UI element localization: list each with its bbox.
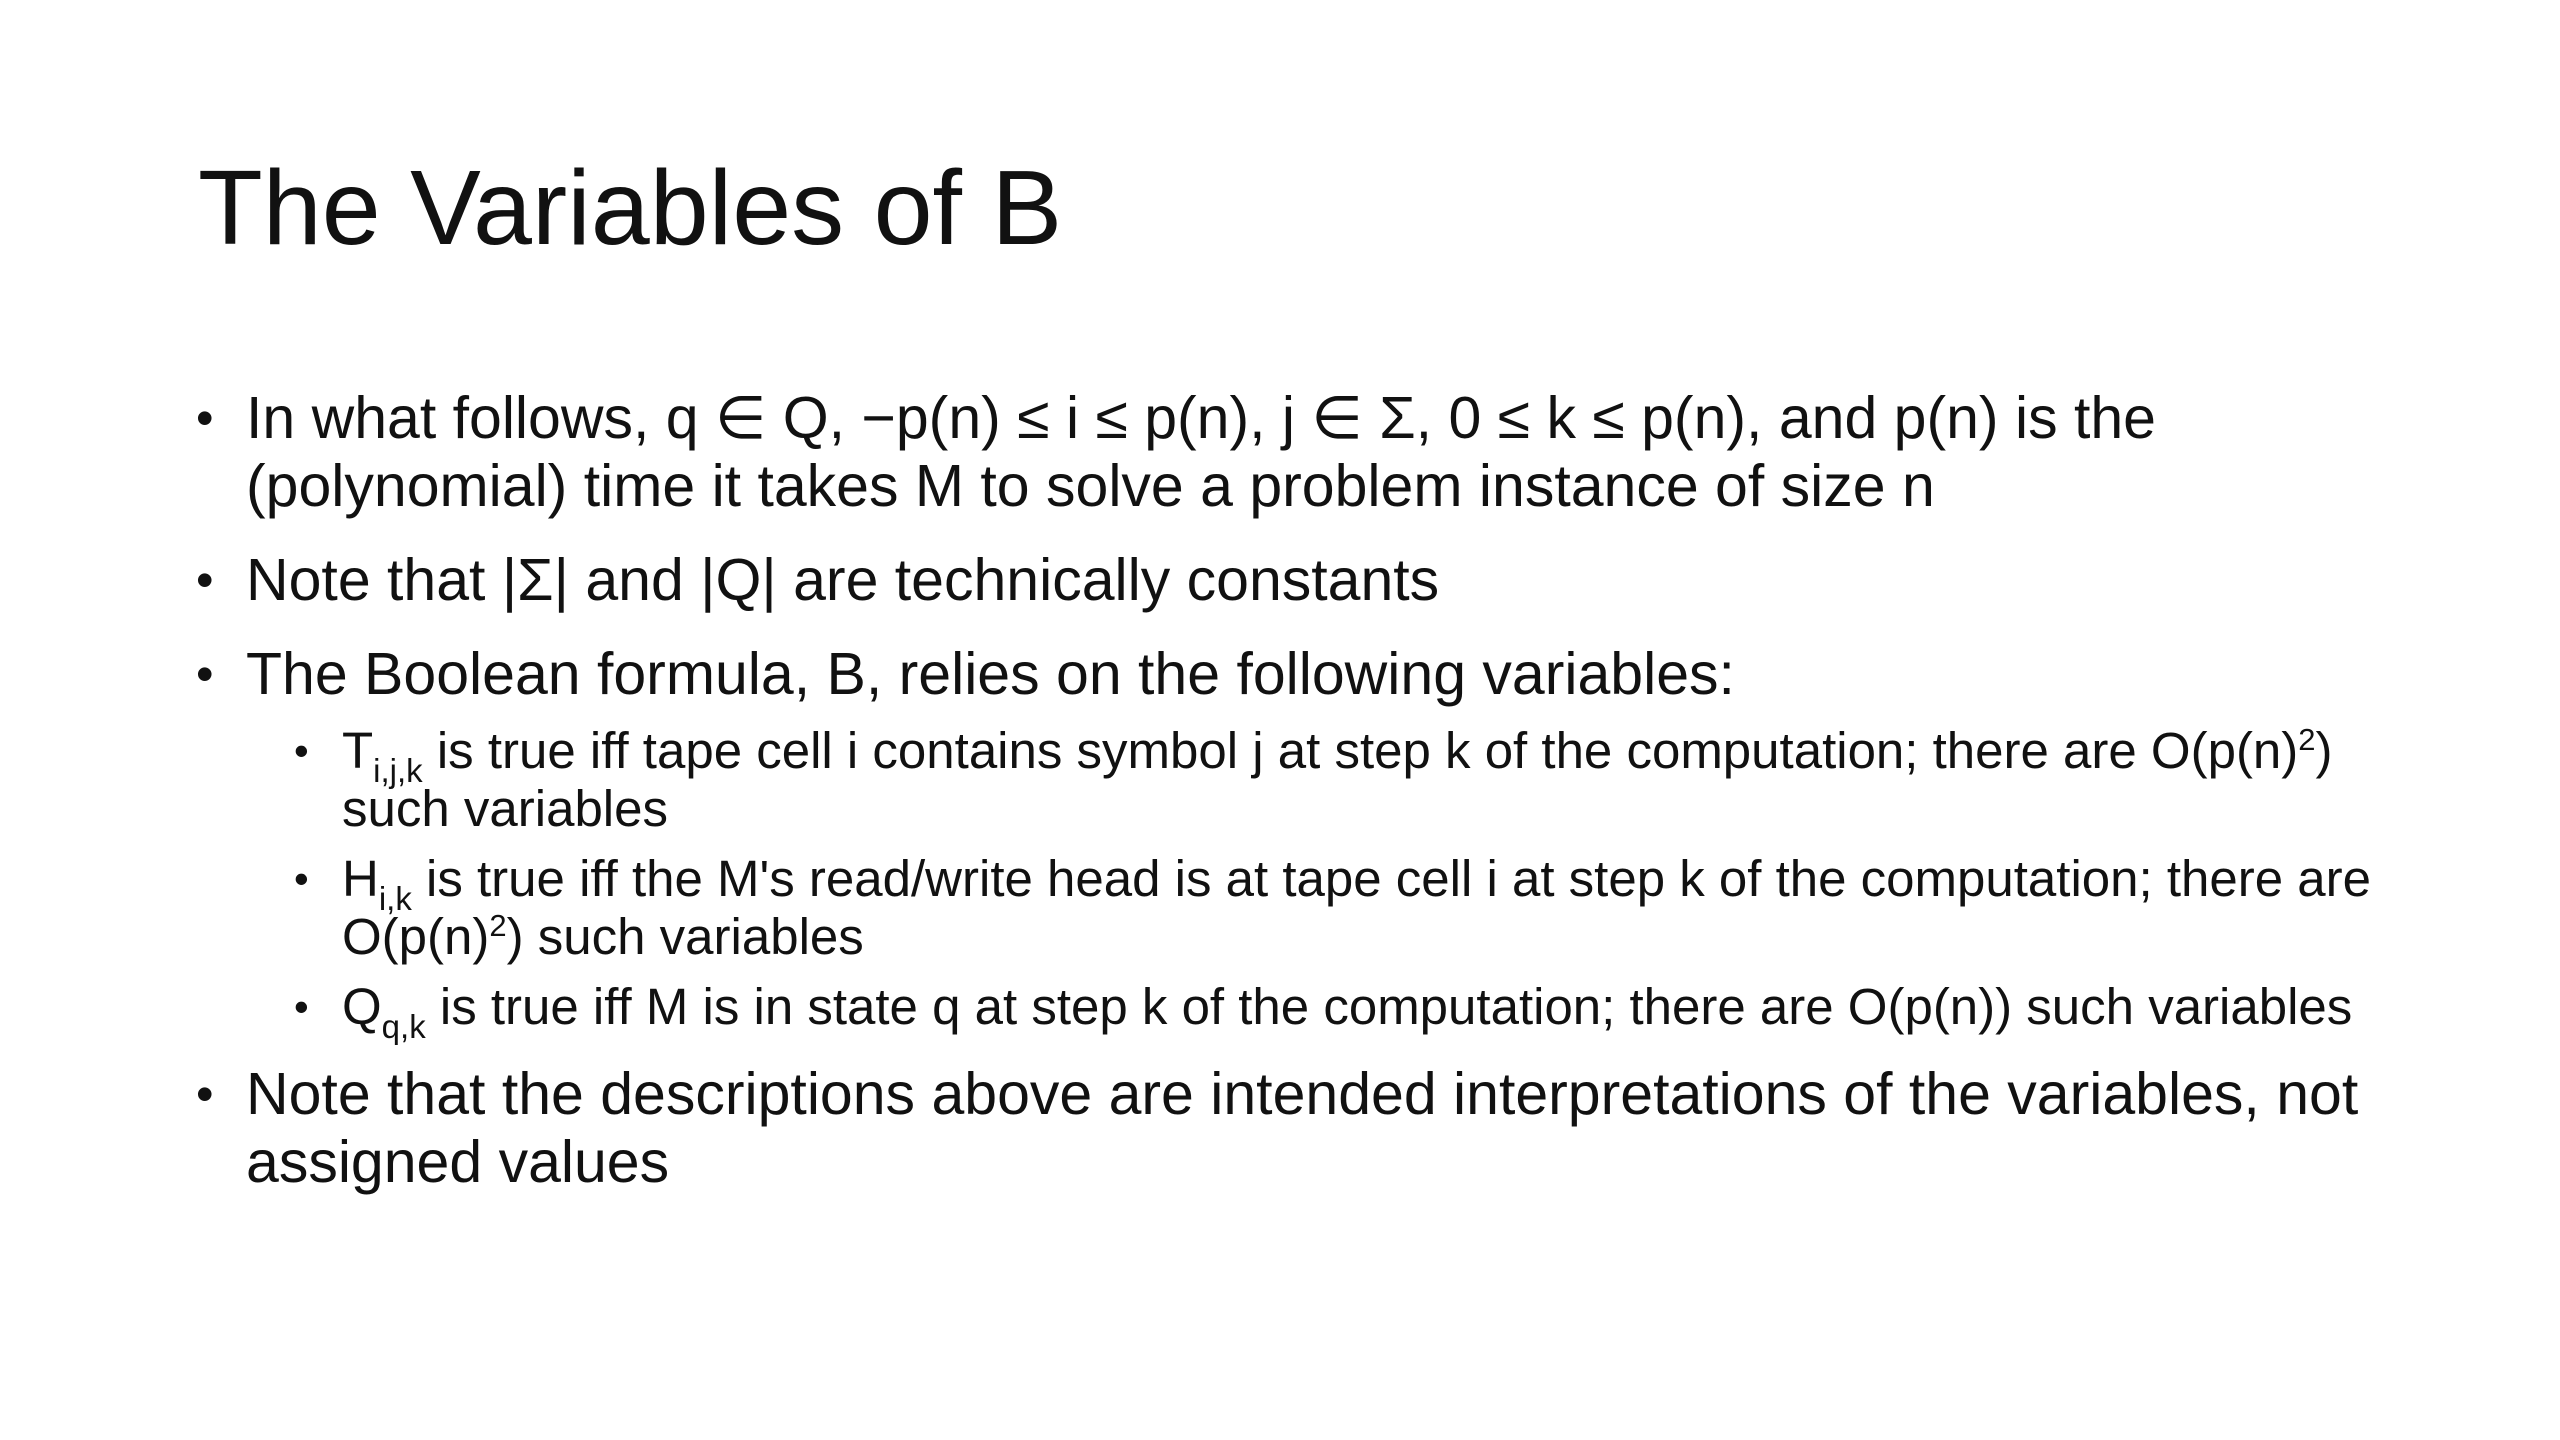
variable-symbol: T xyxy=(342,722,374,779)
sub-bullet-text: ) such variables xyxy=(342,722,2333,837)
bullet-item xyxy=(196,384,2406,520)
variable-symbol: Q xyxy=(342,978,382,1035)
slide-title: The Variables of B xyxy=(198,149,1063,267)
sub-bullet-text: is true iff tape cell i contains symbol j at step k of the computation; there are O(p(n) xyxy=(422,722,2299,779)
bullet-text: Note that the descriptions above are intended interpretations of the variables, not assigned values xyxy=(246,1061,2359,1195)
bullet-marker: • xyxy=(196,1066,214,1122)
sub-bullet-item xyxy=(294,722,2406,838)
variable-subscript: q,k xyxy=(381,1008,426,1045)
bullet-item xyxy=(196,640,2406,708)
slide-content xyxy=(196,384,2406,1222)
variable-symbol: H xyxy=(342,850,379,907)
sub-bullet-list xyxy=(294,722,2406,1045)
sub-bullet-text: ) such variables xyxy=(506,908,864,965)
variable-subscript: i,k xyxy=(378,880,412,917)
bullet-marker: • xyxy=(294,855,309,902)
superscript: 2 xyxy=(2298,722,2316,757)
bullet-marker: • xyxy=(294,727,309,774)
bullet-text: The Boolean formula, B, relies on the following variables: xyxy=(246,641,1735,707)
sub-bullet-item xyxy=(294,978,2406,1045)
bullet-marker: • xyxy=(196,390,214,446)
bullet-text: In what follows, q ∈ Q, −p(n) ≤ i ≤ p(n), j ∈ Σ, 0 ≤ k ≤ p(n), and p(n) is the (polynomial) time it takes M to solve a problem instance of size n xyxy=(246,385,2156,519)
bullet-text: Note that |Σ| and |Q| are technically constants xyxy=(246,547,1440,613)
variable-subscript: i,j,k xyxy=(373,752,423,789)
bullet-marker: • xyxy=(196,646,214,702)
sub-bullet-item xyxy=(294,850,2406,966)
superscript: 2 xyxy=(489,908,507,943)
bullet-item xyxy=(196,546,2406,614)
bullet-marker: • xyxy=(196,552,214,608)
bullet-marker: • xyxy=(294,983,309,1030)
sub-bullet-text: is true iff the M's read/write head is at tape cell i at step k of the computation; there are O(p(n) xyxy=(342,850,2371,965)
bullet-item xyxy=(196,1060,2406,1196)
sub-bullet-text: is true iff M is in state q at step k of the computation; there are O(p(n)) such variables xyxy=(425,978,2353,1035)
